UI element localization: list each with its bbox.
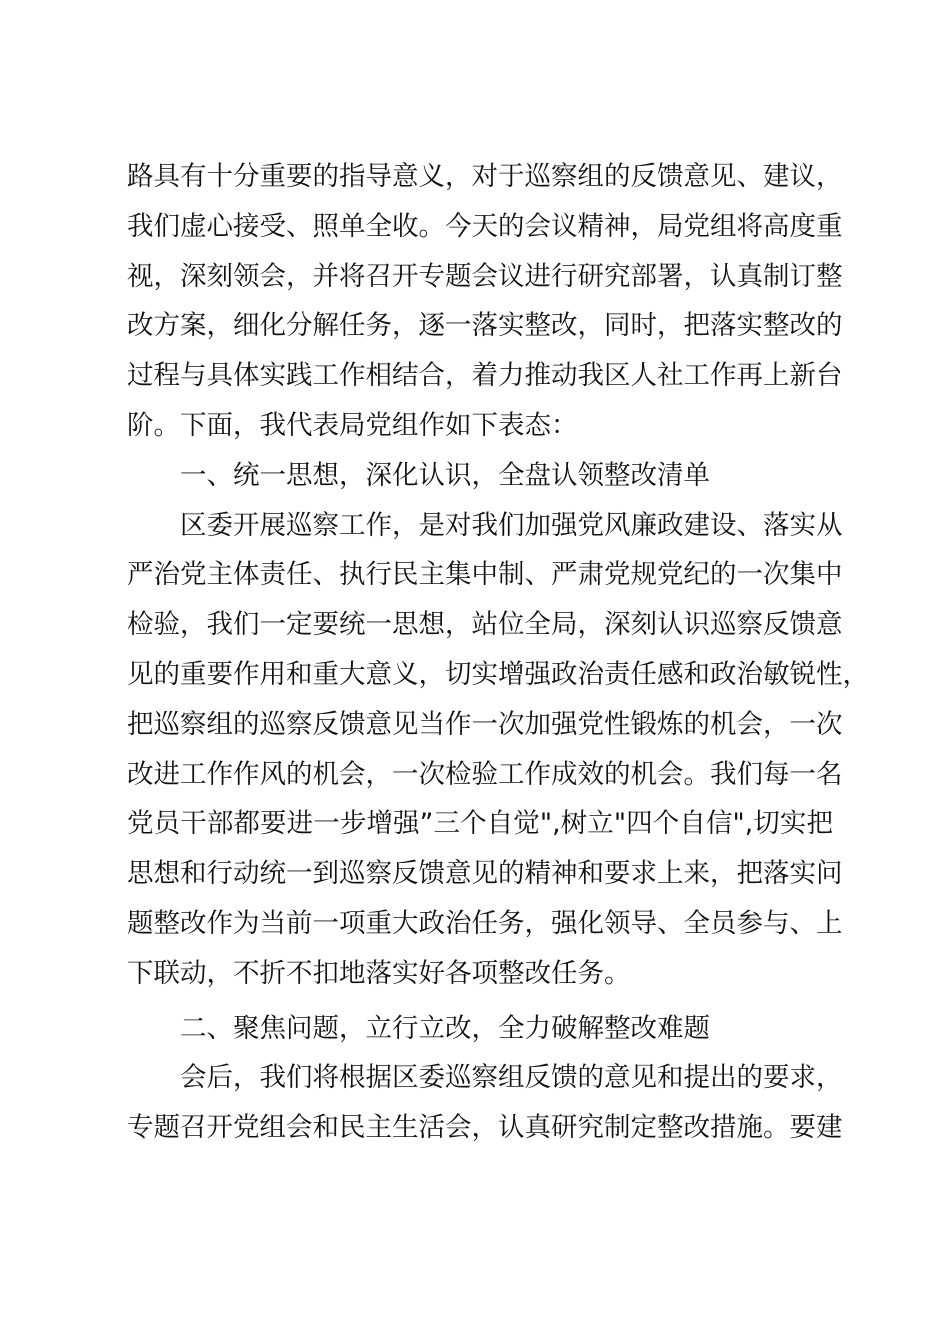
paragraph-line: 路具有十分重要的指导意义，对于巡察组的反馈意见、建议， <box>127 161 843 192</box>
paragraph-line: 会后，我们将根据区委巡察组反馈的意见和提出的要求， <box>180 1062 843 1094</box>
paragraph-line: 题整改作为当前一项重大政治任务，强化领导、全员参与、上 <box>127 907 843 939</box>
paragraph-line: 我们虚心接受、照单全收。今天的会议精神，局党组将高度重 <box>127 210 843 242</box>
paragraph-line: 过程与具体实践工作相结合，着力推动我区人社工作再上新台 <box>127 360 843 392</box>
section-heading: 二、聚焦问题，立行立改，全力破解整改难题 <box>180 1012 710 1044</box>
section-heading: 一、统一思想，深化认识，全盘认领整改清单 <box>180 459 710 491</box>
paragraph-line: 检验，我们一定要统一思想，站位全局，深刻认识巡察反馈意 <box>127 609 843 641</box>
paragraph-line: 区委开展巡察工作，是对我们加强党风廉政建设、落实从 <box>180 509 843 541</box>
paragraph-line: 改进工作作风的机会，一次检验工作成效的机会。我们每一名 <box>127 758 843 790</box>
paragraph-line: 见的重要作用和重大意义，切实增强政治责任感和政治敏锐性， <box>127 658 869 690</box>
paragraph-line: 严治党主体责任、执行民主集中制、严肃党规党纪的一次集中 <box>127 559 843 591</box>
paragraph-line: 思想和行动统一到巡察反馈意见的精神和要求上来，把落实问 <box>127 858 843 890</box>
document-body <box>127 152 869 1153</box>
paragraph-line: 下联动，不折不扣地落实好各项整改任务。 <box>127 957 631 989</box>
paragraph-line: 把巡察组的巡察反馈意见当作一次加强党性锻炼的机会，一次 <box>127 708 843 740</box>
paragraph-line: 专题召开党组会和民主生活会，认真研究制定整改措施。要建 <box>127 1112 843 1144</box>
paragraph-line: 党员干部都要进一步增强”三个自觉",树立"四个自信",切实把 <box>127 808 833 840</box>
paragraph-line: 视，深刻领会，并将召开专题会议进行研究部署，认真制订整 <box>127 260 843 292</box>
paragraph-line: 改方案，细化分解任务，逐一落实整改，同时，把落实整改的 <box>127 310 843 342</box>
paragraph-line: 阶。下面，我代表局党组作如下表态： <box>127 409 578 441</box>
